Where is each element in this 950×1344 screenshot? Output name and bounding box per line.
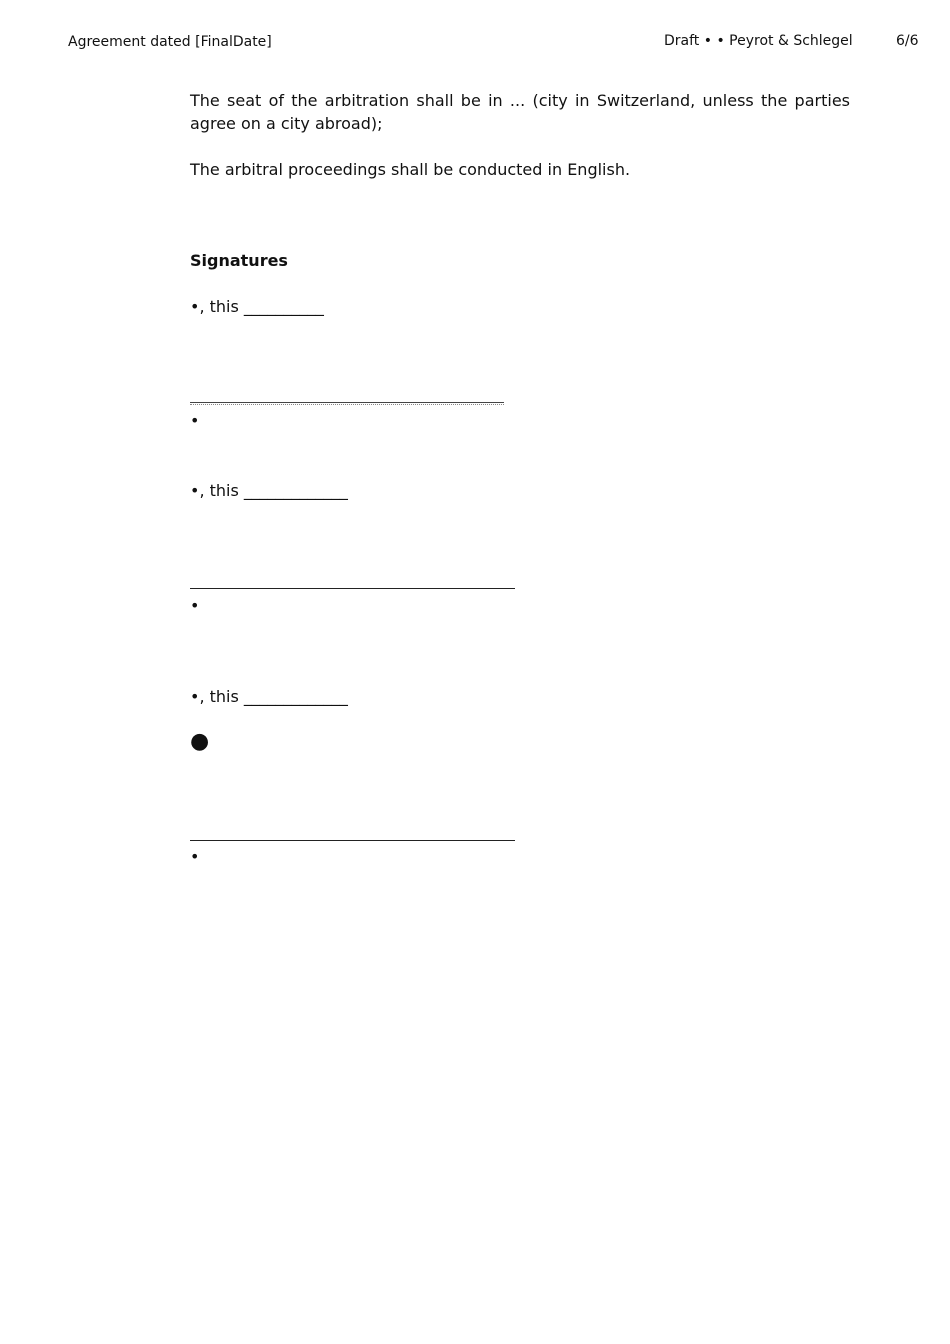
signatory-party-3: ● [190,729,210,754]
signatory-name-2: • [190,596,200,615]
signature-line-1 [190,402,504,403]
signatures-heading: Signatures [190,251,288,270]
signature-place-date-2: •, this _____________ [190,481,348,500]
signature-line-3 [190,840,515,841]
draft-status: Draft • • Peyrot & Schlegel [664,33,853,49]
document-title: Agreement dated [FinalDate] [68,34,272,50]
language-clause: The arbitral proceedings shall be conducted in English. [190,160,631,179]
page-number: 6/6 [896,33,919,49]
signatory-name-3: • [190,847,200,866]
signature-line-2 [190,588,515,589]
signature-place-date-3: •, this _____________ [190,687,348,706]
signatory-name-1: • [190,411,200,430]
seat-clause: The seat of the arbitration shall be in ... (city in Switzerland, unless the parties agree on a city abroad); [190,91,850,133]
signature-place-date-1: •, this __________ [190,297,324,316]
